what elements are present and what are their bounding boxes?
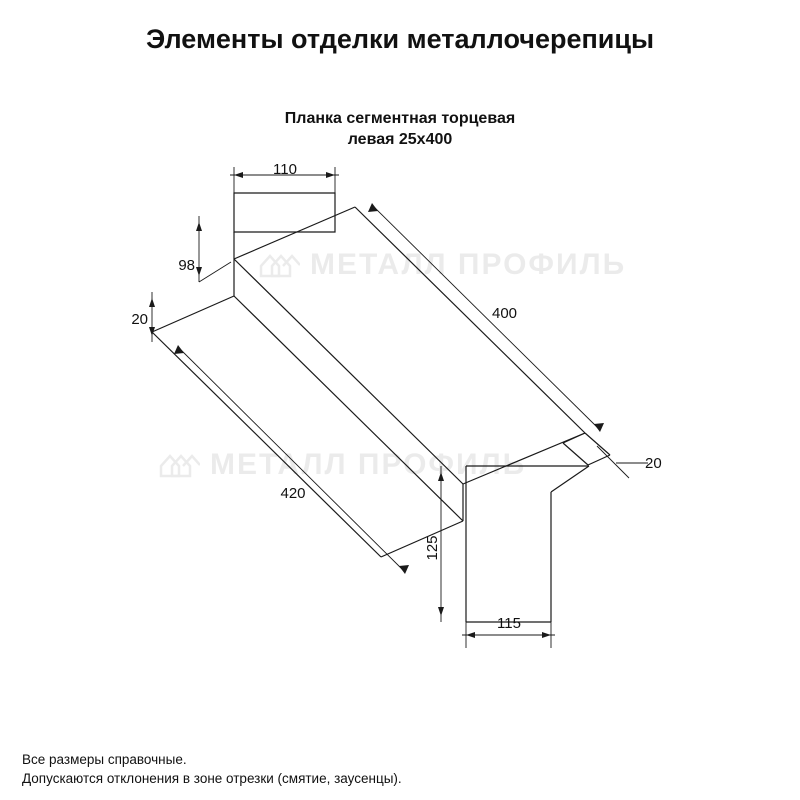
watermark-text: МЕТАЛЛ ПРОФИЛЬ: [210, 448, 527, 481]
dimension-label-110: 110: [273, 161, 297, 178]
dimension-lines: [149, 167, 648, 648]
footnote-line-1: Все размеры справочные.: [22, 752, 187, 767]
dimension-label-20-right: 20: [645, 455, 662, 472]
dimension-label-115: 115: [497, 615, 521, 632]
dimension-label-400: 400: [492, 305, 518, 322]
page-title: Элементы отделки металлочерепицы: [145, 24, 655, 54]
dimension-label-20-left: 20: [131, 311, 148, 328]
dimension-label-420: 420: [280, 485, 306, 502]
subtitle-line-1: Планка сегментная торцевая: [284, 110, 516, 127]
footnote-line-2: Допускаются отклонения в зоне отрезки (смятие, заусенцы).: [22, 771, 402, 786]
subtitle-line-2: левая 25х400: [347, 131, 453, 148]
part-outline: [152, 193, 610, 622]
watermark-text: МЕТАЛЛ ПРОФИЛЬ: [310, 248, 627, 281]
dimension-label-98: 98: [178, 257, 195, 274]
dimension-label-125: 125: [424, 535, 441, 561]
footnotes: [22, 750, 402, 788]
